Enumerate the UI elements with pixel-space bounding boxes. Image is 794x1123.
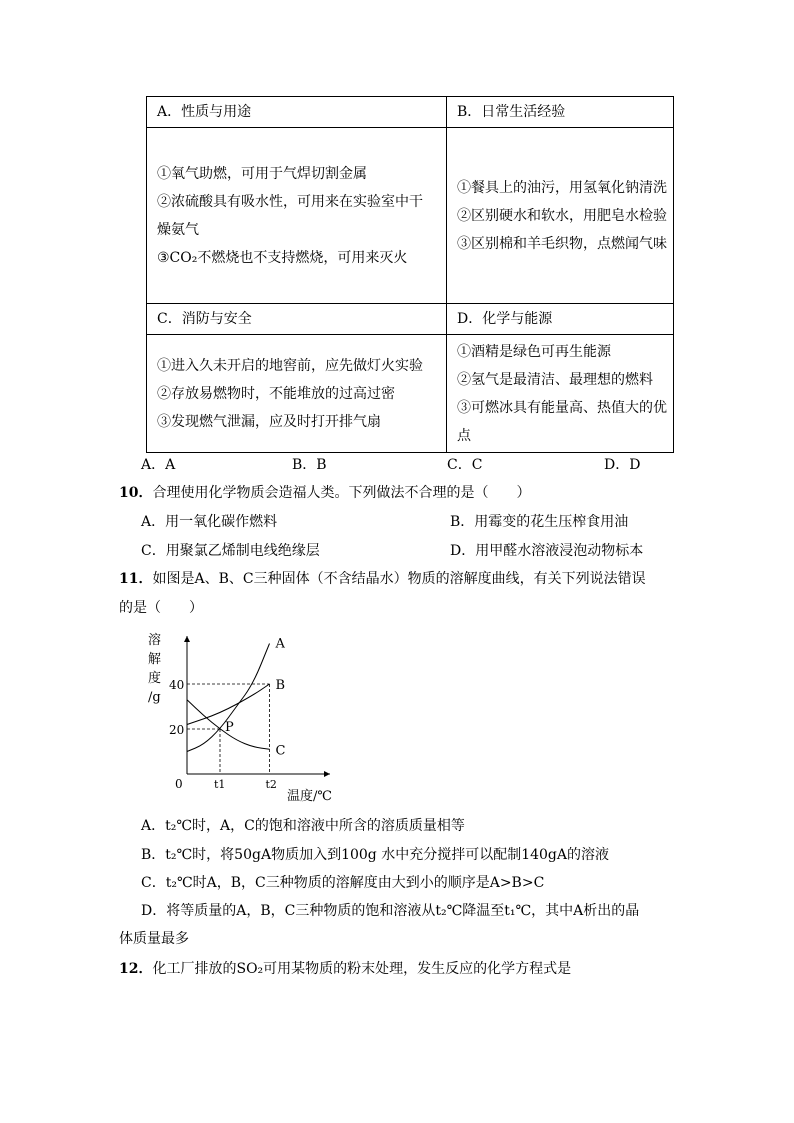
q9-option-c: C．C [447, 457, 483, 473]
table-c-item-2: ②存放易燃物时，不能堆放的过高过密 [157, 385, 395, 402]
y-axis-label-char: /g [148, 690, 161, 705]
q11-stem-line2: 的是（ ） [119, 600, 203, 616]
y-axis-label-char: 度 [148, 671, 162, 686]
x-tick-label: t1 [214, 778, 226, 791]
solubility-chart [140, 628, 350, 806]
q10-stem-text: 合理使用化学物质会造福人类。下列做法不合理的是（ ） [152, 485, 531, 501]
q12-number: 12． [119, 961, 153, 977]
series-label-B: B [275, 678, 286, 693]
q12-stem [119, 958, 571, 978]
table-cell-d-body [447, 335, 674, 453]
q11-option-d-line2: 体质量最多 [119, 931, 189, 947]
x-tick-label: t2 [265, 778, 277, 791]
q11-option-d-line1: D．将等质量的A，B，C三种物质的饱和溶液从t₂℃降温至t₁℃，其中A析出的晶 [141, 903, 640, 919]
y-axis-label-char: 解 [148, 652, 162, 667]
q10-option-b: B．用霉变的花生压榨食用油 [450, 514, 629, 530]
q10-option-a: A．用一氧化碳作燃料 [141, 514, 278, 530]
y-tick-label: 20 [169, 723, 185, 737]
q9-option-d: D．D [604, 457, 641, 473]
knowledge-table [146, 96, 674, 453]
table-a-item-3: ③CO₂不燃烧也不支持燃烧，可用来灭火 [157, 249, 408, 266]
q10-stem [119, 482, 530, 502]
y-tick-label: 40 [169, 678, 185, 692]
q11-stem-text: 如图是A、B、C三种固体（不含结晶水）物质的溶解度曲线，有关下列说法错误 [152, 571, 646, 587]
x-axis-label: 温度/℃ [287, 789, 332, 804]
table-a-item-1: ①氧气助燃，可用于气焊切割金属 [157, 165, 367, 182]
table-cell-a-body [147, 128, 447, 304]
table-a-item-2: ②浓硫酸具有吸水性，可用来在实验室中干燥氨气 [157, 193, 423, 238]
table-b-item-3: ③区别棉和羊毛织物，点燃闻气味 [457, 235, 667, 252]
q11-number: 11． [119, 571, 153, 587]
q11-option-b: B．t₂℃时，将50gA物质加入到100g 水中充分搅拌可以配制140gA的溶液 [141, 847, 610, 863]
table-cell-c-title: C．消防与安全 [147, 304, 447, 335]
q10-option-c: C．用聚氯乙烯制电线绝缘层 [141, 543, 320, 559]
q12-stem-text: 化工厂排放的SO₂可用某物质的粉末处理，发生反应的化学方程式是 [152, 961, 572, 977]
table-d-item-1: ①酒精是绿色可再生能源 [457, 343, 611, 360]
table-b-item-2: ②区别硬水和软水，用肥皂水检验 [457, 207, 667, 224]
series-label-A: A [275, 636, 285, 652]
table-cell-d-title: D．化学与能源 [447, 304, 674, 335]
q10-number: 10． [119, 485, 153, 501]
intersection-label-p: P [225, 720, 234, 735]
table-c-item-3: ③发现燃气泄漏，应及时打开排气扇 [157, 413, 381, 430]
q11-option-c: C．t₂℃时A，B，C三种物质的溶解度由大到小的顺序是A>B>C [141, 875, 545, 891]
q11-option-a: A．t₂℃时，A，C的饱和溶液中所含的溶质质量相等 [141, 818, 465, 834]
q9-option-b: B．B [292, 457, 327, 473]
table-b-item-1: ①餐具上的油污，用氢氧化钠清洗 [457, 179, 667, 196]
y-axis-label-char: 溶 [148, 633, 162, 648]
table-cell-b-body [447, 128, 674, 304]
table-cell-a-title: A．性质与用途 [147, 97, 447, 128]
q11-stem-line1 [119, 568, 646, 588]
q9-option-a: A．A [141, 457, 176, 473]
origin-label: 0 [175, 777, 183, 791]
table-d-item-2: ②氢气是最清洁、最理想的燃料 [457, 371, 653, 388]
series-line-A [187, 644, 270, 752]
table-d-item-3: ③可燃冰具有能量高、热值大的优点 [457, 399, 667, 444]
table-cell-b-title: B．日常生活经验 [447, 97, 674, 128]
table-c-item-1: ①进入久未开启的地窖前，应先做灯火实验 [157, 357, 423, 374]
series-label-C: C [275, 743, 286, 759]
q10-option-d: D．用甲醛水溶液浸泡动物标本 [450, 543, 644, 559]
table-cell-c-body [147, 335, 447, 453]
